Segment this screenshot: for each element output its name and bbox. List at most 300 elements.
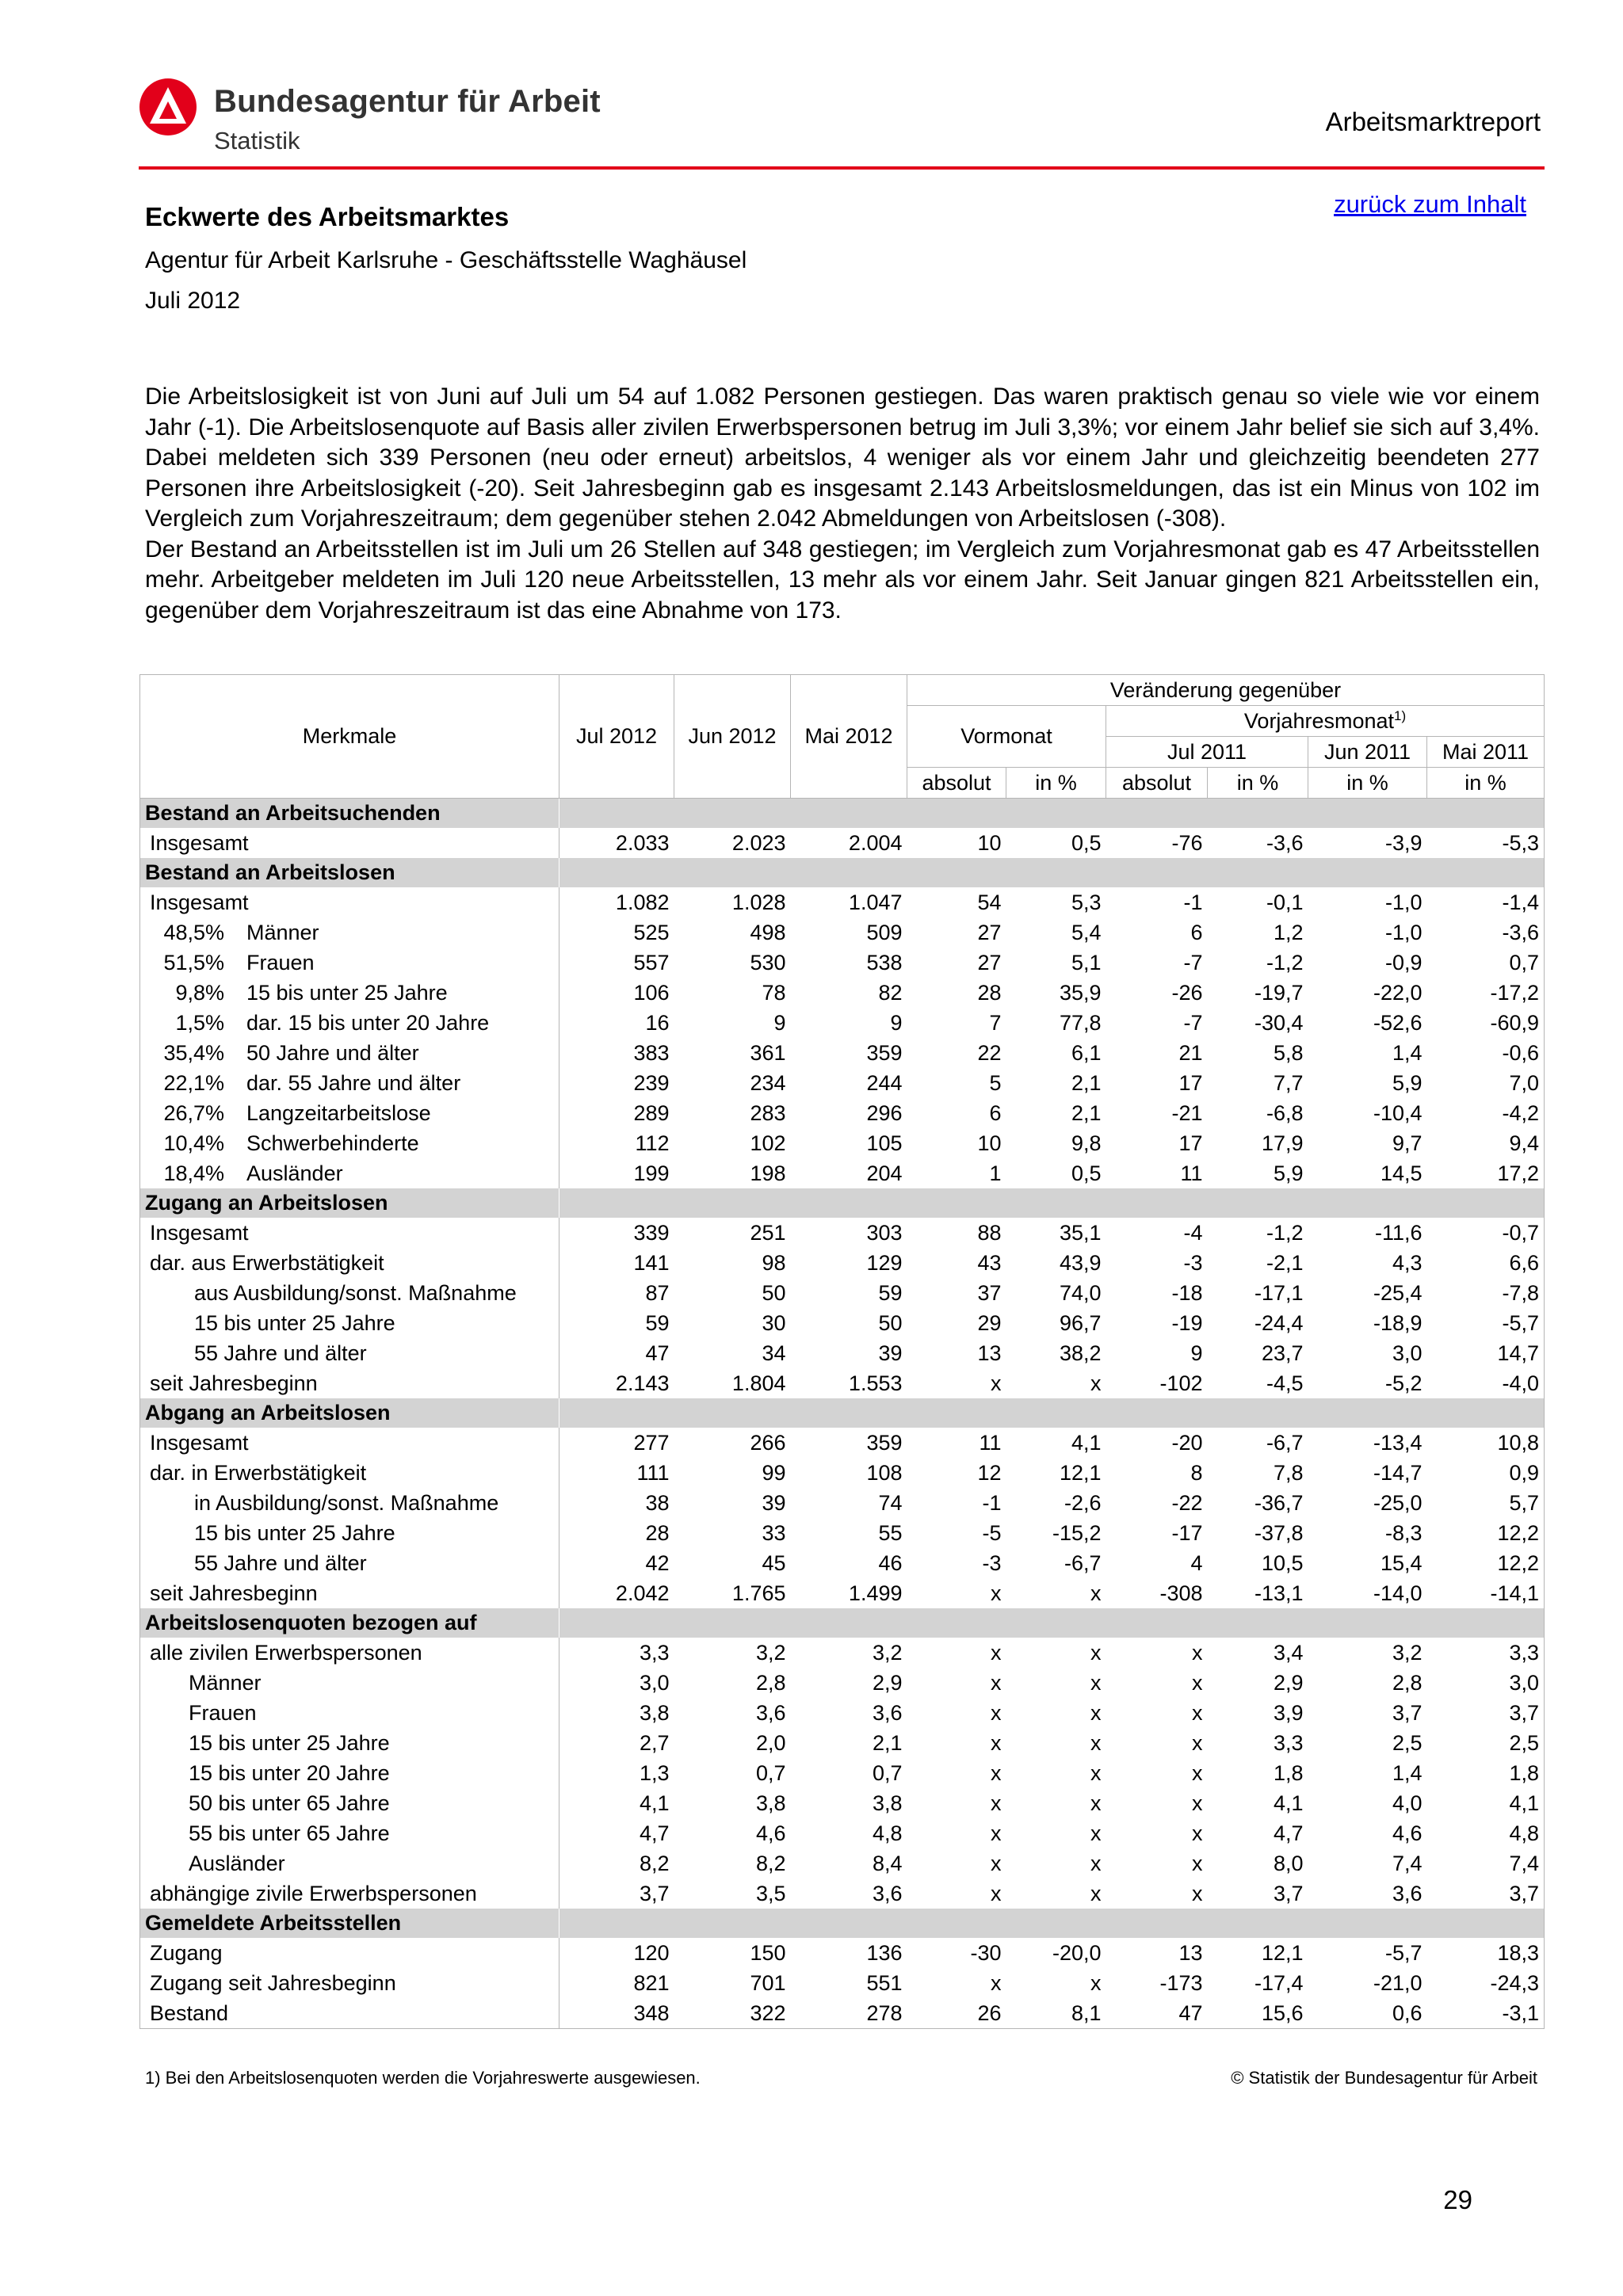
cell-value: 4,1	[1071, 1430, 1102, 1455]
cell-value: 0,7	[1427, 948, 1545, 978]
col-mai-2012: Mai 2012	[791, 675, 907, 799]
row-label-text: aus Ausbildung/sonst. Maßnahme	[194, 1280, 517, 1305]
table-row	[140, 1728, 1545, 1758]
cell-value: 13	[977, 1341, 1002, 1365]
section-title: Bestand an Arbeitslosen	[140, 858, 559, 887]
cell-value: 74	[878, 1490, 903, 1515]
cell-value: -308	[1159, 1581, 1203, 1605]
cell-value: 7	[989, 1010, 1002, 1035]
section-fill	[559, 858, 1545, 887]
cell-value: 1,3	[639, 1760, 670, 1785]
cell-value: -7	[1183, 950, 1203, 974]
cell-value: -13,4	[1373, 1430, 1423, 1455]
row-label	[140, 1068, 559, 1098]
cell-value: 33	[762, 1520, 786, 1545]
cell-value: 525	[633, 920, 670, 944]
agency-name: Agentur für Arbeit Karlsruhe - Geschäftsstelle Waghäusel	[145, 247, 747, 273]
cell-value: 96,7	[1059, 1310, 1102, 1335]
share-percent: 51,5%	[163, 950, 224, 974]
cell-value: 498	[750, 920, 786, 944]
cell-value: 4,6	[1392, 1821, 1423, 1845]
cell-value: -2,1	[1266, 1250, 1304, 1275]
org-subtitle: Statistik	[214, 127, 300, 154]
cell-value: 54	[977, 890, 1002, 914]
section-fill	[559, 799, 1545, 829]
row-label-text: Ausländer	[246, 1161, 343, 1185]
cell-value: 251	[750, 1220, 786, 1245]
cell-value: 3,2	[755, 1640, 786, 1665]
cell-value: 1,4	[1392, 1040, 1423, 1065]
cell-value: 1.082	[615, 890, 670, 914]
cell-value: 5,1	[1071, 950, 1102, 974]
cell-value: 551	[866, 1970, 903, 1995]
table-row	[140, 1308, 1545, 1338]
cell-value: 12,1	[1059, 1460, 1102, 1485]
cell-value: x	[1090, 1581, 1102, 1605]
cell-value: 7,0	[1427, 1068, 1545, 1098]
cell-value: 50	[878, 1310, 903, 1335]
row-label-text: 55 Jahre und älter	[194, 1341, 367, 1365]
cell-value: x	[991, 1791, 1002, 1815]
table-row	[140, 1788, 1545, 1818]
section-title: Zugang an Arbeitslosen	[140, 1188, 559, 1218]
cell-value: 1.804	[731, 1371, 786, 1395]
cell-value: -21,0	[1373, 1970, 1423, 1995]
page-number: 29	[1443, 2185, 1472, 2214]
row-label-text: in Ausbildung/sonst. Maßnahme	[194, 1490, 499, 1515]
cell-value: 0,6	[1308, 1998, 1427, 2029]
table-row	[140, 1158, 1545, 1188]
cell-value: 112	[635, 1131, 670, 1155]
col-vormonat-pct: in %	[1006, 768, 1106, 799]
cell-value: 39	[878, 1341, 903, 1365]
cell-value: 3,6	[872, 1881, 903, 1905]
cell-value: 59	[878, 1280, 903, 1305]
cell-value: 3,4	[1273, 1640, 1304, 1665]
table-row	[140, 1998, 1545, 2029]
cell-value: 3,7	[1427, 1878, 1545, 1909]
row-label	[140, 1548, 559, 1578]
cell-value: -11,6	[1374, 1220, 1423, 1245]
cell-value: -7	[1183, 1010, 1203, 1035]
cell-value: -4	[1183, 1220, 1203, 1245]
cell-value: 199	[633, 1161, 670, 1185]
cell-value: 10	[977, 1131, 1002, 1155]
row-label-text: seit Jahresbeginn	[150, 1371, 318, 1395]
row-label	[140, 1308, 559, 1338]
cell-value: 46	[878, 1550, 903, 1575]
cell-value: 3,6	[1392, 1881, 1423, 1905]
cell-value: 5	[989, 1070, 1002, 1095]
row-label-text: Schwerbehinderte	[246, 1131, 419, 1155]
cell-value: -4,2	[1427, 1098, 1545, 1128]
cell-value: x	[1192, 1881, 1203, 1905]
cell-value: 10	[977, 830, 1002, 855]
cell-value: 3,2	[1392, 1640, 1423, 1665]
cell-value: -1	[982, 1490, 1002, 1515]
cell-value: x	[1090, 1730, 1102, 1755]
row-label-text: 50 Jahre und älter	[246, 1040, 419, 1065]
cell-value: 15,4	[1380, 1550, 1423, 1575]
cell-value: -1,2	[1266, 1220, 1304, 1245]
row-label	[140, 1158, 559, 1188]
cell-value: -3	[982, 1550, 1002, 1575]
cell-value: 27	[977, 920, 1002, 944]
section-title: Gemeldete Arbeitsstellen	[140, 1909, 559, 1938]
cell-value: 2.033	[615, 830, 670, 855]
copyright-note: © Statistik der Bundesagentur für Arbeit	[1231, 2068, 1537, 2088]
cell-value: x	[1090, 1371, 1102, 1395]
cell-value: 3,6	[872, 1700, 903, 1725]
cell-value: 3,8	[872, 1791, 903, 1815]
cell-value: 2,5	[1392, 1730, 1423, 1755]
cell-value: 303	[866, 1220, 903, 1245]
share-percent: 48,5%	[163, 920, 224, 944]
row-label-text: abhängige zivile Erwerbspersonen	[150, 1881, 477, 1905]
cell-value: x	[991, 1700, 1002, 1725]
cell-value: 1,4	[1392, 1760, 1423, 1785]
cell-value: 8,1	[1006, 1998, 1106, 2029]
cell-value: 1,8	[1427, 1758, 1545, 1788]
cell-value: 509	[866, 920, 903, 944]
cell-value: 3,8	[755, 1791, 786, 1815]
table-row	[140, 917, 1545, 948]
summary-paragraph-vacancies: Der Bestand an Arbeitsstellen ist im Juli um 26 Stellen auf 348 gestiegen; im Vergleich zum Vorjahresmonat gab es 47 Arbeitsstellen mehr. Arbeitgeber meldeten im Juli 120 neue Arbeitsstellen, 13 mehr als vor einem Jahr. Seit Januar gingen 821 Arbeitsstellen ein, gegenüber dem Vorjahreszeitraum ist das eine Abnahme von 173.	[145, 536, 1540, 624]
row-label	[140, 1488, 559, 1518]
row-label	[140, 1848, 559, 1878]
cell-value: 2,8	[1392, 1670, 1423, 1695]
row-label-text: Männer	[189, 1670, 262, 1695]
table-row	[140, 1818, 1545, 1848]
table-row	[140, 1278, 1545, 1308]
cell-value: -26	[1171, 980, 1203, 1005]
table-row	[140, 1338, 1545, 1368]
cell-value: 3,2	[872, 1640, 903, 1665]
cell-value: -6,8	[1266, 1100, 1304, 1125]
cell-value: 26	[907, 1998, 1006, 2029]
report-title: Arbeitsmarktreport	[1325, 107, 1541, 136]
cell-value: x	[1090, 1640, 1102, 1665]
cell-value: -19,7	[1254, 980, 1304, 1005]
cell-value: 296	[866, 1100, 903, 1125]
cell-value: -30,4	[1254, 1010, 1304, 1035]
cell-value: 88	[977, 1220, 1002, 1245]
cell-value: 821	[633, 1970, 670, 1995]
cell-value: 38	[645, 1490, 670, 1515]
row-label	[140, 1428, 559, 1458]
cell-value: 59	[645, 1310, 670, 1335]
cell-value: 1.047	[848, 890, 903, 914]
col-group-jul-2011: Jul 2011	[1106, 737, 1308, 768]
col-jul-2012: Jul 2012	[559, 675, 674, 799]
row-label	[140, 1818, 559, 1848]
share-percent: 9,8%	[175, 980, 224, 1005]
cell-value: 8,2	[755, 1851, 786, 1875]
cell-value: 0,5	[1071, 830, 1102, 855]
cell-value: 37	[977, 1280, 1002, 1305]
cell-value: 2.143	[615, 1371, 670, 1395]
cell-value: 3,3	[639, 1640, 670, 1665]
cell-value: -21	[1171, 1100, 1203, 1125]
row-label	[140, 1278, 559, 1308]
cell-value: 35,9	[1059, 980, 1102, 1005]
row-label-text: Insgesamt	[150, 1430, 249, 1455]
cell-value: 47	[1106, 1998, 1208, 2029]
cell-value: -1,0	[1384, 890, 1423, 914]
col-group-veraenderung: Veränderung gegenüber	[907, 675, 1545, 706]
cell-value: 3,3	[1273, 1730, 1304, 1755]
back-to-contents-link[interactable]: zurück zum Inhalt	[1334, 190, 1526, 218]
cell-value: x	[991, 1371, 1002, 1395]
cell-value: 6,1	[1071, 1040, 1102, 1065]
cell-value: -76	[1171, 830, 1203, 855]
cell-value: 0,9	[1427, 1458, 1545, 1488]
cell-value: 4	[1190, 1550, 1203, 1575]
table-row	[140, 1458, 1545, 1488]
row-label-text: 15 bis unter 25 Jahre	[189, 1730, 390, 1755]
cell-value: 5,9	[1392, 1070, 1423, 1095]
cell-value: 2.042	[615, 1581, 670, 1605]
row-label	[140, 1248, 559, 1278]
cell-value: x	[1090, 1881, 1102, 1905]
row-label	[140, 917, 559, 948]
cell-value: 530	[750, 950, 786, 974]
section-row	[140, 1188, 1545, 1218]
section-fill	[559, 1188, 1545, 1218]
cell-value: 39	[762, 1490, 786, 1515]
cell-value: 9,8	[1071, 1131, 1102, 1155]
cell-value: 21	[1178, 1040, 1203, 1065]
cell-value: 29	[977, 1310, 1002, 1335]
row-label	[140, 1218, 559, 1248]
cell-value: -17,2	[1427, 978, 1545, 1008]
cell-value: 22	[977, 1040, 1002, 1065]
cell-value: 27	[977, 950, 1002, 974]
cell-value: 13	[1178, 1940, 1203, 1965]
cell-value: 99	[762, 1460, 786, 1485]
cell-value: x	[991, 1821, 1002, 1845]
cell-value: 348	[559, 1998, 674, 2029]
col-group-vormonat: Vormonat	[907, 706, 1106, 768]
cell-value: 11	[979, 1430, 1002, 1455]
table-row	[140, 1548, 1545, 1578]
row-label-text: dar. 15 bis unter 20 Jahre	[246, 1010, 490, 1035]
cell-value: 129	[866, 1250, 903, 1275]
table-row	[140, 1128, 1545, 1158]
cell-value: 0,7	[872, 1760, 903, 1785]
cell-value: 11	[1180, 1161, 1203, 1185]
cell-value: 5,7	[1427, 1488, 1545, 1518]
cell-value: x	[991, 1640, 1002, 1665]
cell-value: 77,8	[1059, 1010, 1102, 1035]
cell-value: 45	[762, 1550, 786, 1575]
cell-value: 12	[977, 1460, 1002, 1485]
share-percent: 18,4%	[163, 1161, 224, 1185]
row-label	[140, 1368, 559, 1398]
cell-value: -2,6	[1064, 1490, 1102, 1515]
row-label-text: Insgesamt	[150, 830, 249, 855]
row-label-text: Insgesamt	[150, 890, 249, 914]
row-label	[140, 1998, 559, 2029]
cell-value: -17,4	[1254, 1970, 1304, 1995]
cell-value: 538	[866, 950, 903, 974]
table-row	[140, 1098, 1545, 1128]
row-label-text: 55 bis unter 65 Jahre	[189, 1821, 390, 1845]
cell-value: 16	[645, 1010, 670, 1035]
row-label	[140, 1968, 559, 1998]
cell-value: 18,3	[1427, 1938, 1545, 1968]
cell-value: -8,3	[1384, 1520, 1423, 1545]
row-label	[140, 887, 559, 917]
cell-value: 3,0	[639, 1670, 670, 1695]
cell-value: -22,0	[1373, 980, 1423, 1005]
table-row	[140, 1008, 1545, 1038]
cell-value: -5,7	[1384, 1940, 1423, 1965]
cell-value: -3,6	[1266, 830, 1304, 855]
cell-value: 4,3	[1392, 1250, 1423, 1275]
cell-value: 108	[866, 1460, 903, 1485]
cell-value: x	[1192, 1640, 1203, 1665]
table-row	[140, 1428, 1545, 1458]
cell-value: -3,1	[1427, 1998, 1545, 2029]
cell-value: 361	[750, 1040, 786, 1065]
org-name: Bundesagentur für Arbeit	[214, 84, 601, 119]
cell-value: 4,8	[1427, 1818, 1545, 1848]
share-percent: 26,7%	[163, 1100, 224, 1125]
table-row	[140, 828, 1545, 858]
row-label-text: 50 bis unter 65 Jahre	[189, 1791, 390, 1815]
table-row	[140, 1218, 1545, 1248]
cell-value: -0,6	[1427, 1038, 1545, 1068]
row-label	[140, 1668, 559, 1698]
row-label	[140, 1758, 559, 1788]
cell-value: 4,1	[639, 1791, 670, 1815]
cell-value: 78	[762, 980, 786, 1005]
cell-value: 17	[1178, 1131, 1203, 1155]
cell-value: 266	[750, 1430, 786, 1455]
section-row	[140, 858, 1545, 887]
table-row	[140, 1698, 1545, 1728]
cell-value: 106	[633, 980, 670, 1005]
cell-value: x	[1192, 1760, 1203, 1785]
cell-value: 2,1	[872, 1730, 903, 1755]
cell-value: 239	[633, 1070, 670, 1095]
table-row	[140, 1878, 1545, 1909]
cell-value: 4,1	[1273, 1791, 1304, 1815]
cell-value: 4,6	[755, 1821, 786, 1845]
cell-value: -14,7	[1373, 1460, 1423, 1485]
section-row	[140, 1608, 1545, 1638]
row-label	[140, 1458, 559, 1488]
section-fill	[559, 1398, 1545, 1428]
row-label	[140, 978, 559, 1008]
cell-value: 7,4	[1427, 1848, 1545, 1878]
row-label-text: 15 bis unter 25 Jahre	[246, 980, 448, 1005]
table-row	[140, 1248, 1545, 1278]
cell-value: 359	[866, 1430, 903, 1455]
cell-value: -15,2	[1052, 1520, 1102, 1545]
cell-value: 82	[878, 980, 903, 1005]
cell-value: 2,9	[1273, 1670, 1304, 1695]
cell-value: 12,1	[1261, 1940, 1304, 1965]
row-label-text: alle zivilen Erwerbspersonen	[150, 1640, 422, 1665]
cell-value: 1.499	[848, 1581, 903, 1605]
cell-value: 23,7	[1261, 1341, 1304, 1365]
row-label-text: Männer	[246, 920, 319, 944]
cell-value: -3,6	[1427, 917, 1545, 948]
header-divider	[139, 166, 1545, 170]
cell-value: x	[1192, 1821, 1203, 1845]
cell-value: -5	[982, 1520, 1002, 1545]
col-vormonat-absolut: absolut	[907, 768, 1006, 799]
share-percent: 10,4%	[163, 1131, 224, 1155]
cell-value: 17,9	[1261, 1131, 1304, 1155]
cell-value: x	[991, 1881, 1002, 1905]
cell-value: 15,6	[1208, 1998, 1308, 2029]
cell-value: 3,7	[1427, 1698, 1545, 1728]
row-label-text: Langzeitarbeitslose	[246, 1100, 431, 1125]
cell-value: 3,0	[1427, 1668, 1545, 1698]
cell-value: -0,7	[1427, 1218, 1545, 1248]
row-label	[140, 1788, 559, 1818]
cell-value: 1.765	[731, 1581, 786, 1605]
row-label	[140, 1008, 559, 1038]
section-title: Bestand an Arbeitsuchenden	[140, 799, 559, 829]
cell-value: x	[991, 1670, 1002, 1695]
cell-value: 3,6	[755, 1700, 786, 1725]
cell-value: 3,0	[1392, 1341, 1423, 1365]
col-jun-2011-pct: in %	[1308, 768, 1427, 799]
cell-value: x	[1192, 1700, 1203, 1725]
cell-value: 0,5	[1071, 1161, 1102, 1185]
cell-value: 111	[636, 1460, 670, 1485]
cell-value: 339	[633, 1220, 670, 1245]
page-title: Eckwerte des Arbeitsmarktes	[145, 202, 510, 231]
cell-value: 7,8	[1273, 1460, 1304, 1485]
row-label-text: 55 Jahre und älter	[194, 1550, 367, 1575]
cell-value: -1,4	[1427, 887, 1545, 917]
section-title: Arbeitslosenquoten bezogen auf	[140, 1608, 559, 1638]
cell-value: -30	[970, 1940, 1002, 1965]
section-row	[140, 1909, 1545, 1938]
row-label-text: dar. 55 Jahre und älter	[246, 1070, 461, 1095]
cell-value: 12,2	[1427, 1518, 1545, 1548]
cell-value: 38,2	[1059, 1341, 1102, 1365]
cell-value: -17,1	[1254, 1280, 1304, 1305]
section-fill	[559, 1909, 1545, 1938]
cell-value: 10,8	[1427, 1428, 1545, 1458]
cell-value: -13,1	[1254, 1581, 1304, 1605]
cell-value: 55	[878, 1520, 903, 1545]
cell-value: x	[991, 1851, 1002, 1875]
cell-value: -3	[1183, 1250, 1203, 1275]
cell-value: -17	[1171, 1520, 1203, 1545]
cell-value: x	[1090, 1791, 1102, 1815]
cell-value: -20	[1171, 1430, 1203, 1455]
cell-value: 2,9	[872, 1670, 903, 1695]
row-label	[140, 1038, 559, 1068]
cell-value: x	[1192, 1730, 1203, 1755]
cell-value: 283	[750, 1100, 786, 1125]
table-row	[140, 1368, 1545, 1398]
cell-value: 3,5	[755, 1881, 786, 1905]
cell-value: -4,5	[1266, 1371, 1304, 1395]
cell-value: -7,8	[1427, 1278, 1545, 1308]
row-label-text: seit Jahresbeginn	[150, 1581, 318, 1605]
cell-value: -5,7	[1427, 1308, 1545, 1338]
table-row	[140, 1848, 1545, 1878]
table-row	[140, 1638, 1545, 1668]
